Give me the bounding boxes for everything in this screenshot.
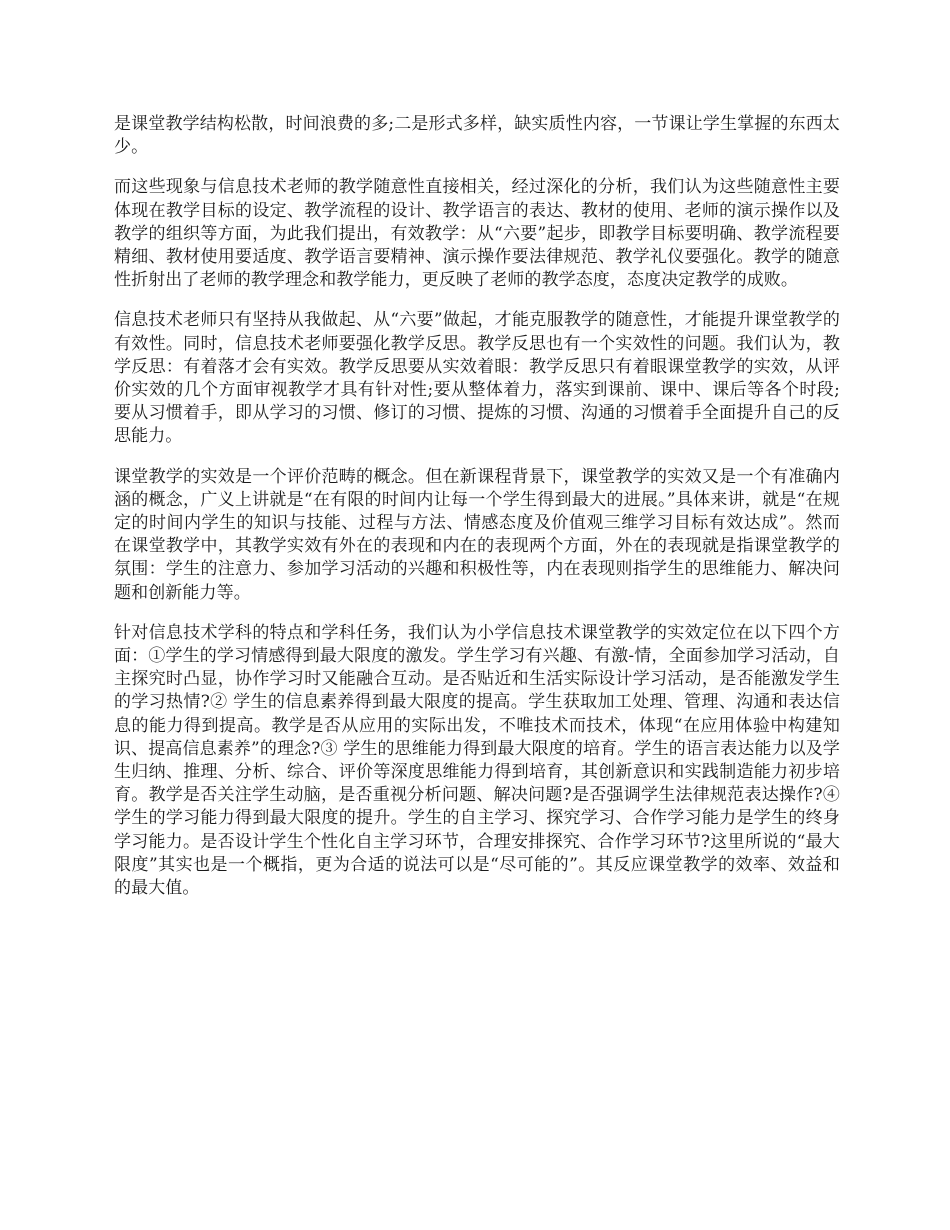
paragraph-4: 课堂教学的实效是一个评价范畴的概念。但在新课程背景下，课堂教学的实效又是一个有准确内涵的概念，广义上讲就是“在有限的时间内让每一个学生得到最大的进展。”具体来讲，就是“在规定的时间内学生的知识与技能、过程与方法、情感态度及价值观三维学习目标有效达成”。然而在课堂教学中，其教学实效有外在的表现和内在的表现两个方面，外在的表现就是指课堂教学的氛围：学生的注意力、参加学习活动的兴趣和积极性等，内在表现则指学生的思维能力、解决问题和创新能力等。 — [114, 466, 840, 603]
paragraph-1: 是课堂教学结构松散，时间浪费的多;二是形式多样，缺实质性内容，一节课让学生掌握的东西太少。 — [114, 114, 840, 158]
paragraph-2: 而这些现象与信息技术老师的教学随意性直接相关，经过深化的分析，我们认为这些随意性主要体现在教学目标的设定、教学流程的设计、教学语言的表达、教材的使用、老师的演示操作以及教学的组织等方面，为此我们提出，有效教学：从“六要”起步，即教学目标要明确、教学流程要精细、教材使用要适度、教学语言要精神、演示操作要法律规范、教学礼仪要强化。教学的随意性折射出了老师的教学理念和教学能力，更反映了老师的教学态度，态度决定教学的成败。 — [114, 177, 840, 291]
paragraph-5: 针对信息技术学科的特点和学科任务，我们认为小学信息技术课堂教学的实效定位在以下四个方面：①学生的学习情感得到最大限度的激发。学生学习有兴趣、有激-情，全面参加学习活动，自主探究时凸显，协作学习时又能融合互动。是否贴近和生活实际设计学习活动，是否能激发学生的学习热情?② 学生的信息素养得到最大限度的提高。学生获取加工处理、管理、沟通和表达信息的能力得到提高。教学是否从应用的实际出发，不唯技术而技术，体现“在应用体验中构建知识、提高信息素养”的理念?③ 学生的思维能力得到最大限度的培育。学生的语言表达能力以及学生归纳、推理、分析、综合、评价等深度思维能力得到培育，其创新意识和实践制造能力初步培育。教学是否关注学生动脑，是否重视分析问题、解决问题?是否强调学生法律规范表达操作?④ 学生的学习能力得到最大限度的提升。学生的自主学习、探究学习、合作学习能力是学生的终身学习能力。是否设计学生个性化自主学习环节，合理安排探究、合作学习环节?这里所说的“最大限度”其实也是一个概指，更为合适的说法可以是“尽可能的”。其反应课堂教学的效率、效益和的最大值。 — [114, 622, 840, 899]
document-body — [114, 113, 840, 917]
paragraph-3: 信息技术老师只有坚持从我做起、从“六要”做起，才能克服教学的随意性，才能提升课堂教学的有效性。同时，信息技术老师要强化教学反思。教学反思也有一个实效性的问题。我们认为，教学反思：有着落才会有实效。教学反思要从实效着眼：教学反思只有着眼课堂教学的实效，从评价实效的几个方面审视教学才具有针对性;要从整体着力，落实到课前、课中、课后等各个时段;要从习惯着手，即从学习的习惯、修订的习惯、提炼的习惯、沟通的习惯着手全面提升自己的反思能力。 — [114, 310, 840, 447]
